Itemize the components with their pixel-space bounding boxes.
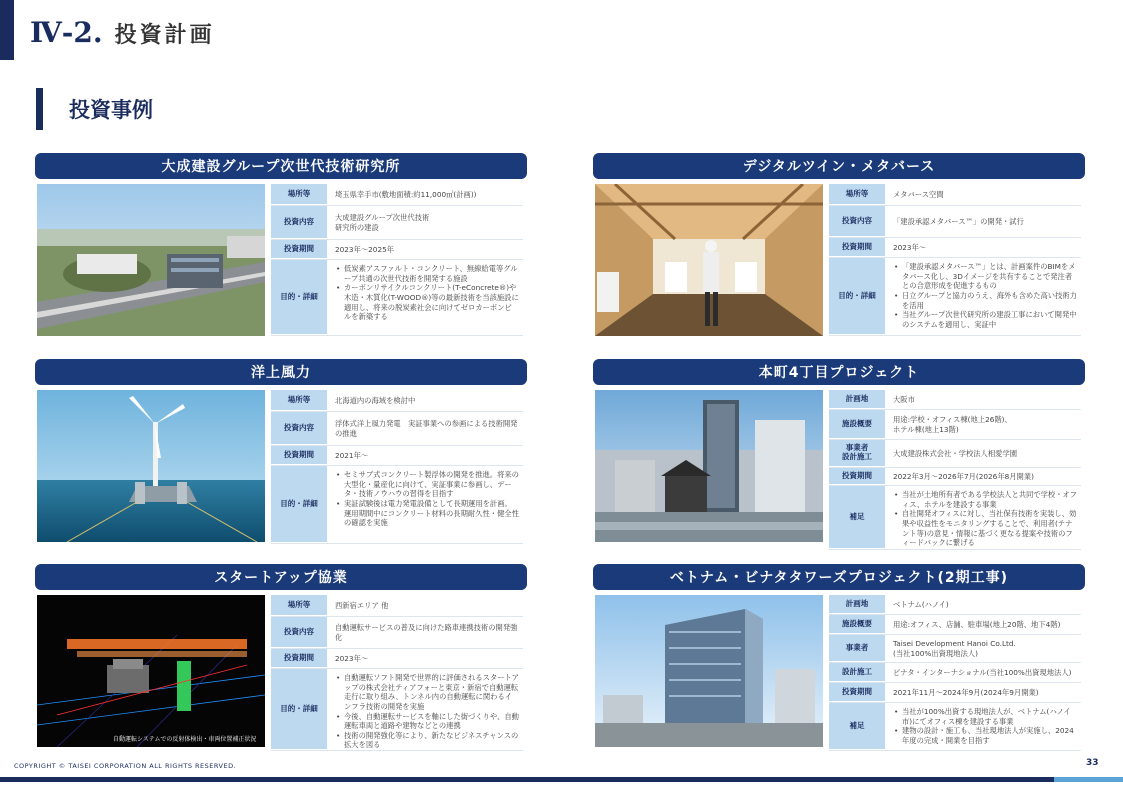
row-label: 投資期間 bbox=[271, 649, 327, 668]
row-label: 設計施工 bbox=[829, 663, 885, 682]
detail-item: • カーボンリサイクルコンクリート(T-eConcrete®)や木造・木質化(T-WOOD®)等の最新技術を当該施設に適用し、将来の脱炭素社会に向けてゼロカーボンビルを新築する bbox=[335, 283, 519, 322]
info-table bbox=[271, 390, 523, 544]
row-value: 2022年3月～2026年7月(2026年8月開業) bbox=[893, 471, 1035, 481]
row-value bbox=[331, 260, 523, 335]
row-label: 投資内容 bbox=[829, 206, 885, 237]
section-title: 投資計画 bbox=[114, 23, 215, 48]
honmachi-photo bbox=[595, 390, 823, 542]
row-value: 浮体式洋上風力発電 実証事業への参画による技術開発の推進 bbox=[335, 418, 518, 438]
info-table bbox=[271, 184, 523, 336]
row-value: 用途:学校・オフィス棟(地上26階)、 ホテル棟(地上13階) bbox=[893, 414, 1012, 434]
detail-item: • 実証試験後は電力発電設備として長期運用を計画。運用期間中にコンクリート材料の長期耐久性・健全性の確認を実施 bbox=[335, 499, 519, 528]
row-value: 2021年～ bbox=[335, 450, 369, 460]
card-title: 本町4丁目プロジェクト bbox=[593, 359, 1085, 385]
row-label: 投資期間 bbox=[271, 446, 327, 465]
row-value bbox=[889, 258, 1081, 335]
card-honmachi-project bbox=[593, 359, 1085, 559]
row-value: 2021年11月～2024年9月(2024年9月開業) bbox=[893, 687, 1039, 697]
row-value: 埼玉県幸手市(敷地面積:約11,000㎡(計画)) bbox=[335, 189, 477, 199]
row-label: 計画地 bbox=[829, 390, 885, 409]
row-value bbox=[331, 669, 523, 750]
row-value: 西新宿エリア 他 bbox=[335, 600, 389, 610]
detail-item: • 自動運転ソフト開発で世界的に評価されるスタートアップの株式会社ティアフォーと東京・新宿で自動運転走行に取り組み、トンネル内の自動運転に関わるインフラ技術の開発を実施 bbox=[335, 673, 519, 712]
row-value: 「建設承認メタバース™」の開発・試行 bbox=[893, 216, 1024, 226]
card-title: 大成建設グループ次世代技術研究所 bbox=[35, 153, 527, 179]
offshore-wind-photo bbox=[37, 390, 265, 542]
row-label: 投資期間 bbox=[271, 240, 327, 259]
card-title: ベトナム・ビナタタワーズプロジェクト(2期工事) bbox=[593, 564, 1085, 590]
page-subheading bbox=[36, 88, 153, 130]
startup-photo bbox=[37, 595, 265, 747]
info-table bbox=[829, 390, 1081, 550]
row-value: 2023年～2025年 bbox=[335, 244, 395, 254]
photo-caption: 自動運転システムでの反射体検出・車両位置補正状況 bbox=[113, 736, 257, 743]
detail-item: • 「建設承認メタバース™」とは、計画案件のBIMをメタバース化し、3Dイメージを共有することで発注者との合意形成を促進するもの bbox=[893, 262, 1077, 291]
row-value: 2023年～ bbox=[893, 242, 927, 252]
row-label: 場所等 bbox=[271, 390, 327, 411]
detail-item: • 技術の開発強化等により、新たなビジネスチャンスの拡大を図る bbox=[335, 731, 519, 750]
footer-bar bbox=[0, 777, 1054, 782]
detail-item: • 低炭素アスファルト・コンクリート、無線給電等グループ共通の次世代技術を開発する施設 bbox=[335, 264, 519, 283]
row-value: Taisei Development Hanoi Co.Ltd. (当社100%出資現地法人) bbox=[893, 638, 1016, 658]
row-value: 用途:オフィス、店舗、駐車場(地上20階、地下4階) bbox=[893, 619, 1061, 629]
row-label: 投資期間 bbox=[829, 683, 885, 702]
row-label: 計画地 bbox=[829, 595, 885, 614]
row-value: 北海道内の海域を検討中 bbox=[335, 395, 416, 405]
info-table bbox=[829, 184, 1081, 336]
row-label: 施設概要 bbox=[829, 615, 885, 634]
info-table bbox=[271, 595, 523, 751]
card-title: スタートアップ協業 bbox=[35, 564, 527, 590]
row-label: 目的・詳細 bbox=[271, 669, 327, 750]
row-label: 投資期間 bbox=[829, 468, 885, 485]
row-label: 場所等 bbox=[271, 595, 327, 616]
row-label: 補足 bbox=[829, 703, 885, 750]
detail-item: • 当社が土地所有者である学校法人と共同で学校・オフィス、ホテルを建設する事業 bbox=[893, 490, 1077, 509]
row-label: 目的・詳細 bbox=[829, 258, 885, 335]
row-label: 施設概要 bbox=[829, 410, 885, 439]
row-value: 大成建設株式会社・学校法人相愛学園 bbox=[893, 448, 1018, 458]
row-value: 大成建設グループ次世代技術 研究所の建設 bbox=[335, 212, 430, 232]
card-title: 洋上風力 bbox=[35, 359, 527, 385]
row-label: 目的・詳細 bbox=[271, 466, 327, 543]
card-offshore-wind bbox=[35, 359, 527, 559]
row-label: 事業者 設計施工 bbox=[829, 440, 885, 467]
card-digital-twin bbox=[593, 153, 1085, 353]
row-label: 投資内容 bbox=[271, 412, 327, 445]
detail-item: • セミサブ式コンクリート製浮体の開発を推進。将来の大型化・量産化に向けて、実証事業に参画し、データ・技術ノウハウの習得を目指す bbox=[335, 470, 519, 499]
research-institute-photo bbox=[37, 184, 265, 336]
row-label: 事業者 bbox=[829, 635, 885, 662]
row-label: 投資内容 bbox=[271, 206, 327, 239]
header-accent-bar bbox=[0, 0, 14, 60]
card-startup-collaboration bbox=[35, 564, 527, 764]
card-vietnam-project bbox=[593, 564, 1085, 764]
row-value: メタバース空間 bbox=[893, 189, 944, 199]
card-title: デジタルツイン・メタバース bbox=[593, 153, 1085, 179]
row-label: 補足 bbox=[829, 486, 885, 549]
row-label: 目的・詳細 bbox=[271, 260, 327, 335]
row-label: 場所等 bbox=[829, 184, 885, 205]
page-header bbox=[30, 16, 215, 49]
row-value bbox=[889, 486, 1081, 549]
row-label: 場所等 bbox=[271, 184, 327, 205]
detail-item: • 自社開発オフィスに対し、当社保有技術を実装し、効果や収益性をモニタリングすることで、利用者(テナント等)の意見・情報に基づく更なる提案や技術のフィードバックに繋げる bbox=[893, 509, 1077, 548]
detail-item: • 日立グループと協力のうえ、海外も含めた高い技術力を活用 bbox=[893, 291, 1077, 310]
card-research-institute bbox=[35, 153, 527, 353]
row-value: 2023年～ bbox=[335, 653, 369, 663]
metaverse-photo bbox=[595, 184, 823, 336]
copyright-text: COPYRIGHT © TAISEI CORPORATION ALL RIGHTS RESERVED. bbox=[14, 762, 237, 770]
row-value: 大阪市 bbox=[893, 394, 915, 404]
vietnam-tower-photo bbox=[595, 595, 823, 747]
detail-item: • 当社が100%出資する現地法人が、ベトナム(ハノイ市)にてオフィス棟を建設する事業 bbox=[893, 707, 1077, 726]
row-label: 投資内容 bbox=[271, 617, 327, 648]
row-value: ベトナム(ハノイ) bbox=[893, 599, 949, 609]
detail-item: • 当社グループ次世代研究所の建設工事において開発中のシステムを適用し、実証中 bbox=[893, 310, 1077, 329]
subheading-text: 投資事例 bbox=[69, 98, 153, 122]
detail-item: • 建物の設計・施工も、当社現地法人が実施し、2024年度の完成・開業を目指す bbox=[893, 726, 1077, 745]
row-value: 自動運転サービスの普及に向けた路車連携技術の開発強化 bbox=[335, 622, 518, 642]
detail-item: • 今後、自動運転サービスを軸にした街づくりや、自動運転車両と道路や建物などとの連携 bbox=[335, 712, 519, 731]
row-value bbox=[331, 466, 523, 543]
section-number: Ⅳ-2. bbox=[30, 16, 103, 49]
row-value bbox=[889, 703, 1081, 750]
info-table bbox=[829, 595, 1081, 751]
row-value: ビナタ・インターナショナル(当社100%出資現地法人) bbox=[893, 667, 1072, 677]
page-number: 33 bbox=[1086, 758, 1099, 768]
footer-bar-accent bbox=[1054, 777, 1123, 782]
row-label: 投資期間 bbox=[829, 238, 885, 257]
